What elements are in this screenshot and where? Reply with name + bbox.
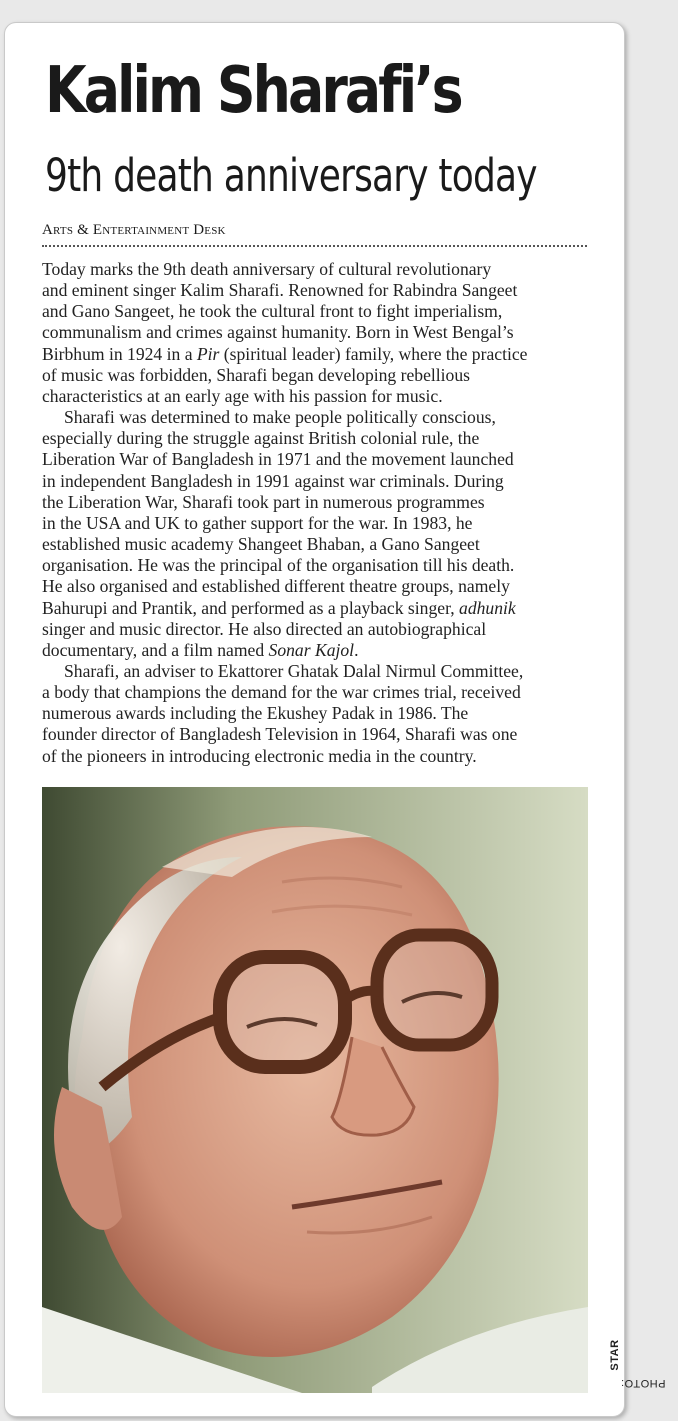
body-text-run: singer and music director. He also directed an autobiographical	[42, 618, 487, 639]
body-line	[42, 386, 602, 407]
body-line	[42, 365, 602, 386]
body-text-run: Today marks the 9th death anniversary of cultural revolutionary	[42, 259, 492, 279]
body-line	[42, 724, 602, 745]
body-line	[42, 428, 602, 449]
body-text-run: in independent Bangladesh in 1991 against war criminals. During	[42, 470, 504, 491]
body-line	[42, 703, 602, 724]
body-line	[42, 322, 602, 343]
body-text-run: in the USA and UK to gather support for the war. In 1983, he	[42, 512, 473, 533]
body-line	[42, 449, 602, 470]
body-text-run: (spiritual leader) family, where the practice	[219, 343, 528, 364]
body-line	[42, 640, 602, 661]
body-line	[42, 471, 602, 492]
italic-term: adhunik	[459, 597, 516, 618]
body-line	[42, 301, 602, 322]
body-text-run: organisation. He was the principal of the organisation till his death.	[42, 555, 515, 576]
body-text-run: Bahurupi and Prantik, and performed as a playback singer,	[42, 597, 460, 618]
body-text-run: a body that champions the demand for the war crimes trial, received	[42, 682, 521, 703]
body-line	[42, 407, 602, 428]
body-line	[42, 682, 602, 703]
body-text-run: numerous awards including the Ekushey Padak in 1986. The	[42, 703, 469, 724]
portrait-photo	[42, 787, 588, 1393]
body-line	[42, 661, 602, 682]
body-text-run: of music was forbidden, Sharafi began developing rebellious	[42, 364, 470, 385]
byline: Arts & Entertainment Desk	[42, 222, 226, 238]
body-line	[42, 344, 602, 365]
body-text-run: Sharafi, an adviser to Ekattorer Ghatak Dalal Nirmul Committee,	[64, 660, 524, 681]
body-text-run: the Liberation War, Sharafi took part in numerous programmes	[42, 491, 485, 512]
body-text-run: and eminent singer Kalim Sharafi. Renowned for Rabindra Sangeet	[42, 280, 518, 301]
body-text-run: and Gano Sangeet, he took the cultural front to fight imperialism,	[42, 301, 503, 322]
body-text-run: .	[354, 639, 359, 660]
body-line	[42, 598, 602, 619]
dotted-divider	[42, 245, 587, 247]
body-line	[42, 534, 602, 555]
body-text-run: He also organised and established different theatre groups, namely	[42, 576, 510, 597]
body-text-run: Sharafi was determined to make people politically conscious,	[64, 407, 496, 428]
body-line	[42, 280, 602, 301]
body-text-run: Liberation War of Bangladesh in 1971 and the movement launched	[42, 449, 514, 470]
italic-term: Pir	[196, 343, 220, 364]
body-text-run: characteristics at an early age with his passion for music.	[42, 385, 443, 406]
body-line	[42, 576, 602, 597]
body-text-run: especially during the struggle against British colonial rule, the	[42, 428, 480, 449]
article-card	[4, 22, 666, 1417]
body-text-run: of the pioneers in introducing electronic media in the country.	[42, 745, 477, 766]
subheadline: 9th death anniversary today	[45, 149, 537, 202]
body-text-run: founder director of Bangladesh Television in 1964, Sharafi was one	[42, 724, 518, 745]
italic-term: Sonar Kajol	[268, 639, 355, 660]
body-line	[42, 555, 602, 576]
body-line	[42, 619, 602, 640]
photo-credit-source: STAR	[609, 1339, 621, 1371]
headline: Kalim Sharafi’s	[45, 54, 461, 128]
body-line	[42, 513, 602, 534]
body-text-run: established music academy Shangeet Bhaban, a Gano Sangeet	[42, 534, 480, 555]
body-text-run: documentary, and a film named	[42, 639, 269, 660]
body-text-run: communalism and crimes against humanity. Born in West Bengal’s	[42, 322, 514, 343]
body-line	[42, 492, 602, 513]
body-line	[42, 746, 602, 767]
photo-credit-prefix: PHOTO:	[620, 1377, 666, 1389]
body-line	[42, 259, 602, 280]
article-body	[42, 259, 602, 767]
portrait-illustration	[42, 787, 588, 1393]
body-text-run: Birbhum in 1924 in a	[42, 343, 197, 364]
photo-credit	[608, 1321, 666, 1391]
